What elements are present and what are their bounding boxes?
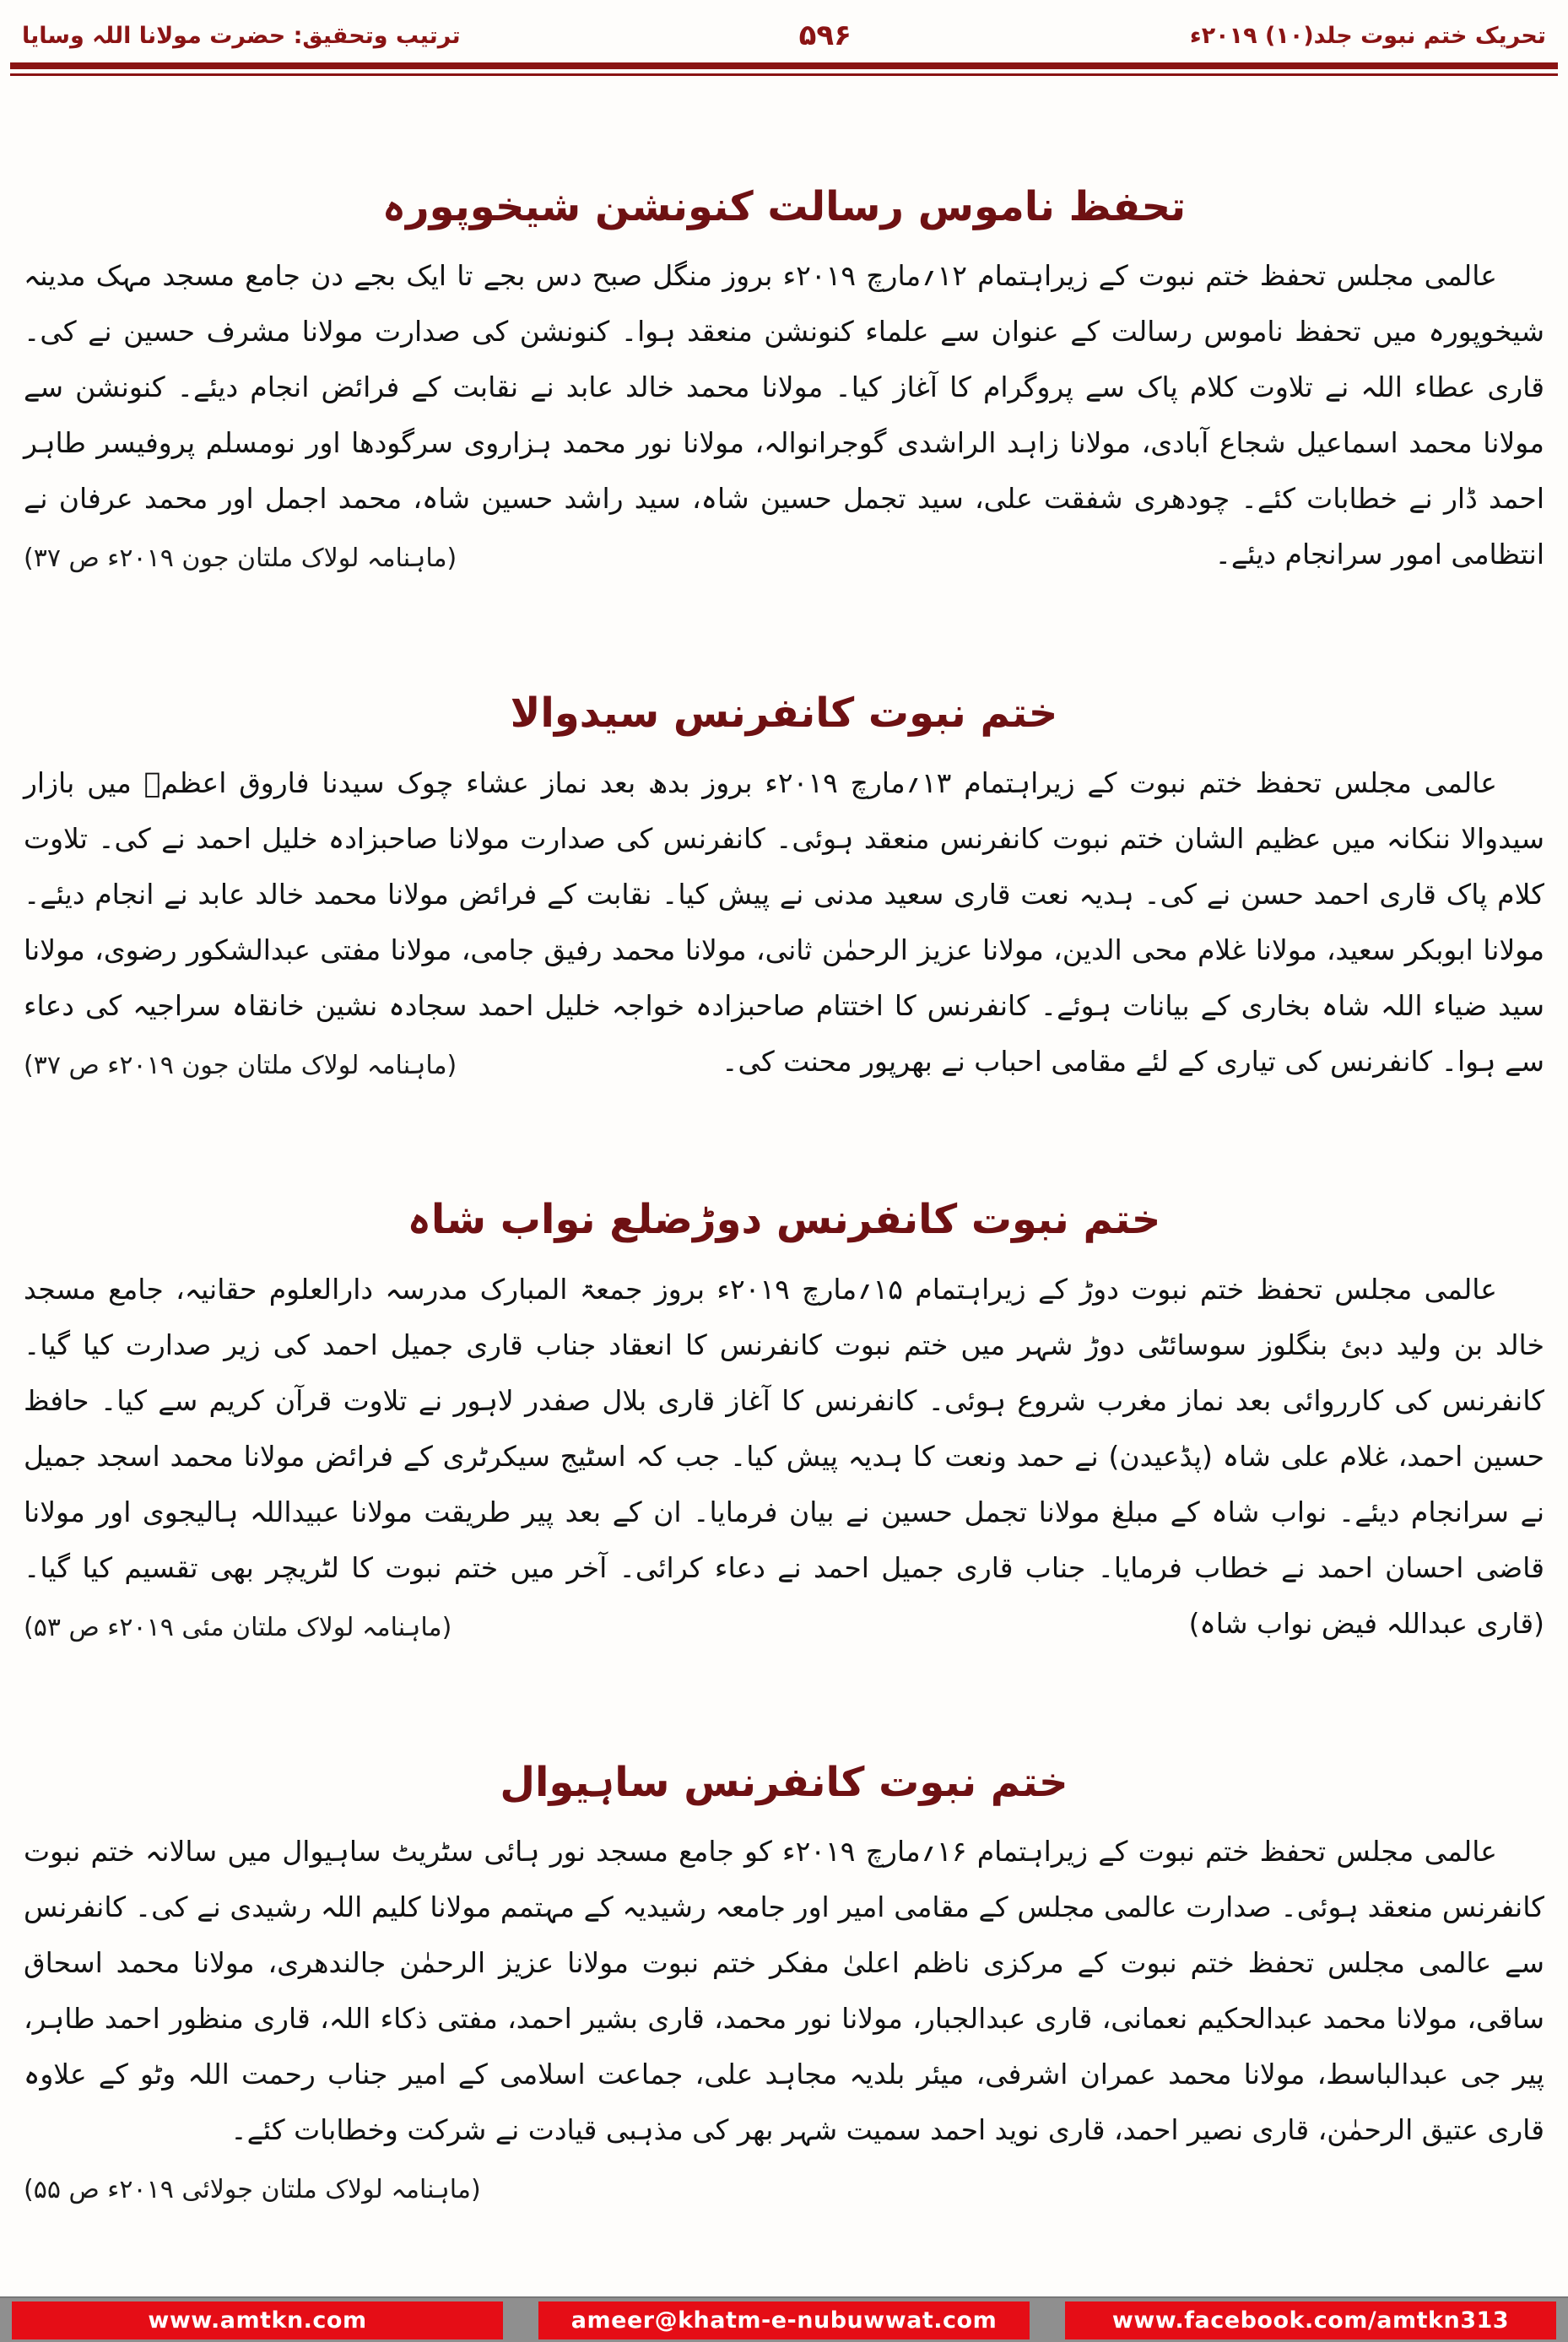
section-body bbox=[24, 248, 1544, 584]
source-citation: (ماہنامہ لولاک ملتان جون ۲۰۱۹ء ص ۳۷) bbox=[24, 1050, 457, 1080]
section-daur-nawabshah-conference bbox=[24, 1171, 1544, 1652]
header-divider-rule bbox=[10, 62, 1558, 76]
section-sheikhupura-convention bbox=[24, 159, 1544, 584]
section-heading: تحفظ ناموس رسالت کنونشن شیخوپورہ bbox=[381, 182, 1187, 230]
section-body-text: عالمی مجلس تحفظ ختم نبوت کے زیراہتمام ۱۲؍مارچ ۲۰۱۹ء بروز منگل صبح دس بجے تا ایک بجے دن جامع مسجد مہک مدینہ شیخوپورہ میں تحفظ ناموس رسالت کے عنوان سے علماء کنونشن منعقد ہوا۔ کنونشن کی صدارت مولانا مشرف حسین نے کی۔ قاری عطاء اللہ نے تلاوت کلام پاک سے پروگرام کا آغاز کیا۔ مولانا محمد خالد عابد نے نقابت کے فرائض انجام دیئے۔ کنونشن سے مولانا محمد اسماعیل شجاع آبادی، مولانا زاہد الراشدی گوجرانوالہ، مولانا نور محمد ہزاروی سرگودھا اور نومسلم پروفیسر طاہر احمد ڈار نے خطابات کئے۔ چودھری شفقت علی، سید تجمل حسین شاہ، سید راشد حسین شاہ، محمد اجمل اور محمد عرفان نے انتظامی امور سرانجام دیئے۔ bbox=[24, 259, 1544, 571]
page-header bbox=[0, 0, 1568, 61]
header-editor-title: ترتیب وتحقیق: حضرت مولانا اللہ وسایا bbox=[22, 22, 461, 49]
footer-facebook-link[interactable]: www.facebook.com/amtkn313 bbox=[1065, 2301, 1556, 2339]
page-content bbox=[0, 76, 1568, 2296]
section-heading: ختم نبوت کانفرنس سیدوالا bbox=[510, 690, 1058, 738]
section-heading: ختم نبوت کانفرنس ساہیوال bbox=[500, 1758, 1068, 1806]
page-footer bbox=[0, 2296, 1568, 2342]
header-volume-title: تحریک ختم نبوت جلد(۱۰) ۲۰۱۹ء bbox=[1189, 22, 1546, 49]
page-number: ۵۹۶ bbox=[798, 19, 852, 52]
footer-website-link[interactable]: www.amtkn.com bbox=[12, 2301, 503, 2339]
section-body bbox=[24, 755, 1544, 1091]
section-body-text: عالمی مجلس تحفظ ختم نبوت کے زیراہتمام ۱۶؍مارچ ۲۰۱۹ء کو جامع مسجد نور ہائی سٹریٹ ساہیوال میں سالانہ ختم نبوت کانفرنس منعقد ہوئی۔ صدارت عالمی مجلس کے مقامی امیر اور جامعہ رشیدیہ کے مہتمم مولانا کلیم اللہ رشیدی نے کی۔ کانفرنس سے عالمی مجلس تحفظ ختم نبوت کے مرکزی ناظم اعلیٰ مفکر ختم نبوت مولانا عزیز الرحمٰن جالندھری، مولانا محمد اسحاق ساقی، مولانا محمد عبدالحکیم نعمانی، قاری عبدالجبار، مولانا نور محمد، قاری بشیر احمد، مفتی ذکاء اللہ، قاری منظور احمد طاہر، پیر جی عبدالباسط، مولانا محمد عمران اشرفی، میئر بلدیہ مجاہد علی، جماعت اسلامی کے امیر جناب رحمت اللہ وٹو کے علاوہ قاری عتیق الرحمٰن، قاری نصیر احمد، قاری نوید احمد سمیت شہر بھر کی مذہبی قیادت نے شرکت وخطابات کئے۔ bbox=[24, 1835, 1544, 2147]
footer-email-link[interactable]: ameer@khatm-e-nubuwwat.com bbox=[538, 2301, 1030, 2339]
section-heading: ختم نبوت کانفرنس دوڑضلع نواب شاہ bbox=[407, 1196, 1161, 1244]
section-body-text: عالمی مجلس تحفظ ختم نبوت دوڑ کے زیراہتمام ۱۵؍مارچ ۲۰۱۹ء بروز جمعۃ المبارک مدرسہ دارالعلوم حقانیہ، جامع مسجد خالد بن ولید دبئ بنگلوز سوسائٹی دوڑ شہر میں ختم نبوت کانفرنس کا انعقاد جناب قاری جمیل احمد کی زیر صدارت کیا گیا۔ کانفرنس کی کارروائی بعد نماز مغرب شروع ہوئی۔ کانفرنس کا آغاز قاری بلال صفدر لاہور نے تلاوت قرآن کریم سے کیا۔ حافظ حسین احمد، غلام علی شاہ (پڈعیدن) نے حمد ونعت کا ہدیہ پیش کیا۔ جب کہ اسٹیج سیکرٹری کے فرائض مولانا محمد اسجد جمیل نے سرانجام دیئے۔ نواب شاہ کے مبلغ مولانا تجمل حسین نے بیان فرمایا۔ ان کے بعد پیر طریقت مولانا عبیداللہ ہالیجوی اور مولانا قاضی احسان احمد نے خطاب فرمایا۔ جناب قاری جمیل احمد نے دعاء کرائی۔ آخر میں ختم نبوت کا لٹریچر بھی تقسیم کیا گیا۔ (قاری عبداللہ فیض نواب شاہ) bbox=[24, 1272, 1544, 1640]
section-syedwala-conference bbox=[24, 665, 1544, 1090]
section-sahiwal-conference bbox=[24, 1734, 1544, 2215]
section-body-text: عالمی مجلس تحفظ ختم نبوت کے زیراہتمام ۱۳؍مارچ ۲۰۱۹ء بروز بدھ بعد نماز عشاء چوک سیدنا فاروق اعظمؓ میں بازار سیدوالا ننکانہ میں عظیم الشان ختم نبوت کانفرنس منعقد ہوئی۔ کانفرنس کی صدارت مولانا صاحبزادہ خلیل احمد نے کی۔ تلاوت کلام پاک قاری احمد حسن نے کی۔ ہدیہ نعت قاری سعید مدنی نے پیش کیا۔ نقابت کے فرائض مولانا محمد خالد عابد نے انجام دیئے۔ مولانا ابوبکر سعید، مولانا غلام محی الدین، مولانا عزیز الرحمٰن ثانی، مولانا محمد رفیق جامی، مولانا مفتی عبدالشکور رضوی، مولانا سید ضیاء اللہ شاہ بخاری کے بیانات ہوئے۔ کانفرنس کا اختتام صاحبزادہ خواجہ خلیل احمد سجادہ نشین خانقاہ سراجیہ کی دعاء سے ہوا۔ کانفرنس کی تیاری کے لئے مقامی احباب نے بھرپور محنت کی۔ bbox=[24, 765, 1544, 1078]
source-citation: (ماہنامہ لولاک ملتان جولائی ۲۰۱۹ء ص ۵۵) bbox=[24, 2175, 481, 2205]
source-citation: (ماہنامہ لولاک ملتان جون ۲۰۱۹ء ص ۳۷) bbox=[24, 544, 457, 574]
section-body bbox=[24, 1824, 1544, 2215]
section-body bbox=[24, 1262, 1544, 1653]
source-citation: (ماہنامہ لولاک ملتان مئی ۲۰۱۹ء ص ۵۳) bbox=[24, 1612, 452, 1642]
